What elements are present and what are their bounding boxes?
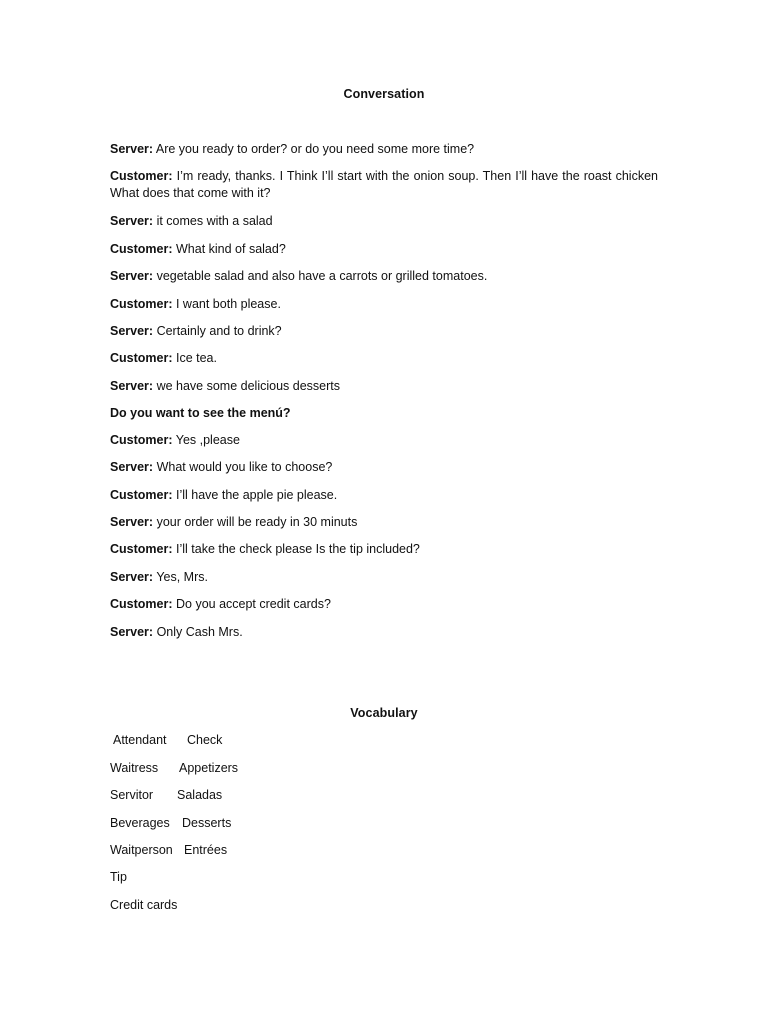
speaker-label: Customer: — [110, 433, 173, 447]
dialogue-line — [110, 405, 658, 422]
dialogue-text: I want both please. — [172, 297, 281, 311]
vocabulary-term: Attendant — [113, 733, 167, 747]
dialogue-line — [110, 432, 658, 449]
dialogue-text: I’m ready, thanks. I Think I’ll start with the onion soup. Then I’ll have the roast chicken What does that come with it? — [110, 169, 658, 200]
dialogue-text: I’ll take the check please Is the tip included? — [172, 542, 420, 556]
speaker-label: Server: — [110, 515, 154, 529]
speaker-label: Customer: — [110, 169, 173, 183]
speaker-label: Server: — [110, 570, 154, 584]
dialogue-text: Do you want to see the menú? — [110, 406, 291, 420]
dialogue-text: your order will be ready in 30 minuts — [153, 515, 358, 529]
speaker-label: Server: — [110, 142, 154, 156]
vocabulary-term: Beverages — [110, 816, 170, 830]
dialogue-text: vegetable salad and also have a carrots or grilled tomatoes. — [153, 269, 488, 283]
speaker-label: Server: — [110, 269, 154, 283]
dialogue-line — [110, 541, 658, 558]
vocabulary-term: Tip — [110, 870, 127, 884]
dialogue-text: Certainly and to drink? — [153, 324, 282, 338]
vocabulary-term: Check — [187, 733, 223, 747]
dialogue-line — [110, 350, 658, 367]
vocabulary-term: Waitperson — [110, 843, 173, 857]
dialogue-text: Yes, Mrs. — [153, 570, 208, 584]
vocabulary-term: Servitor — [110, 788, 154, 802]
vocabulary-term: Appetizers — [179, 761, 239, 775]
vocabulary-term: Waitress — [110, 761, 159, 775]
vocabulary-term: Desserts — [182, 816, 232, 830]
dialogue-line — [110, 323, 658, 340]
dialogue-line — [110, 296, 658, 313]
dialogue-line — [110, 141, 658, 158]
speaker-label: Customer: — [110, 242, 173, 256]
vocabulary-title: Vocabulary — [350, 706, 418, 720]
dialogue-line — [110, 213, 658, 230]
vocabulary-term: Entrées — [184, 843, 228, 857]
conversation-title: Conversation — [343, 87, 425, 101]
speaker-label: Server: — [110, 214, 154, 228]
dialogue-text: Are you ready to order? or do you need some more time? — [153, 142, 475, 156]
speaker-label: Customer: — [110, 488, 173, 502]
dialogue-text: I’ll have the apple pie please. — [172, 488, 338, 502]
dialogue-text: Do you accept credit cards? — [172, 597, 331, 611]
speaker-label: Customer: — [110, 297, 173, 311]
speaker-label: Customer: — [110, 597, 173, 611]
dialogue-line — [110, 487, 658, 504]
dialogue-line — [110, 241, 658, 258]
vocabulary-term: Credit cards — [110, 898, 178, 912]
dialogue-text: Ice tea. — [172, 351, 217, 365]
dialogue-line — [110, 268, 658, 285]
speaker-label: Server: — [110, 324, 154, 338]
speaker-label: Server: — [110, 379, 154, 393]
dialogue-text: What kind of salad? — [172, 242, 286, 256]
vocabulary-term: Saladas — [177, 788, 223, 802]
dialogue-line — [110, 168, 658, 202]
dialogue-line — [110, 596, 658, 613]
dialogue-line — [110, 459, 658, 476]
dialogue-text: Only Cash Mrs. — [153, 625, 243, 639]
dialogue-text: Yes ,please — [172, 433, 240, 447]
speaker-label: Server: — [110, 460, 154, 474]
dialogue-line — [110, 378, 658, 395]
speaker-label: Customer: — [110, 351, 173, 365]
dialogue-text: we have some delicious desserts — [153, 379, 340, 393]
dialogue-line — [110, 514, 658, 531]
dialogue-line — [110, 624, 658, 641]
dialogue-line — [110, 569, 658, 586]
speaker-label: Server: — [110, 625, 154, 639]
dialogue-text: it comes with a salad — [153, 214, 273, 228]
speaker-label: Customer: — [110, 542, 173, 556]
dialogue-text: What would you like to choose? — [153, 460, 333, 474]
